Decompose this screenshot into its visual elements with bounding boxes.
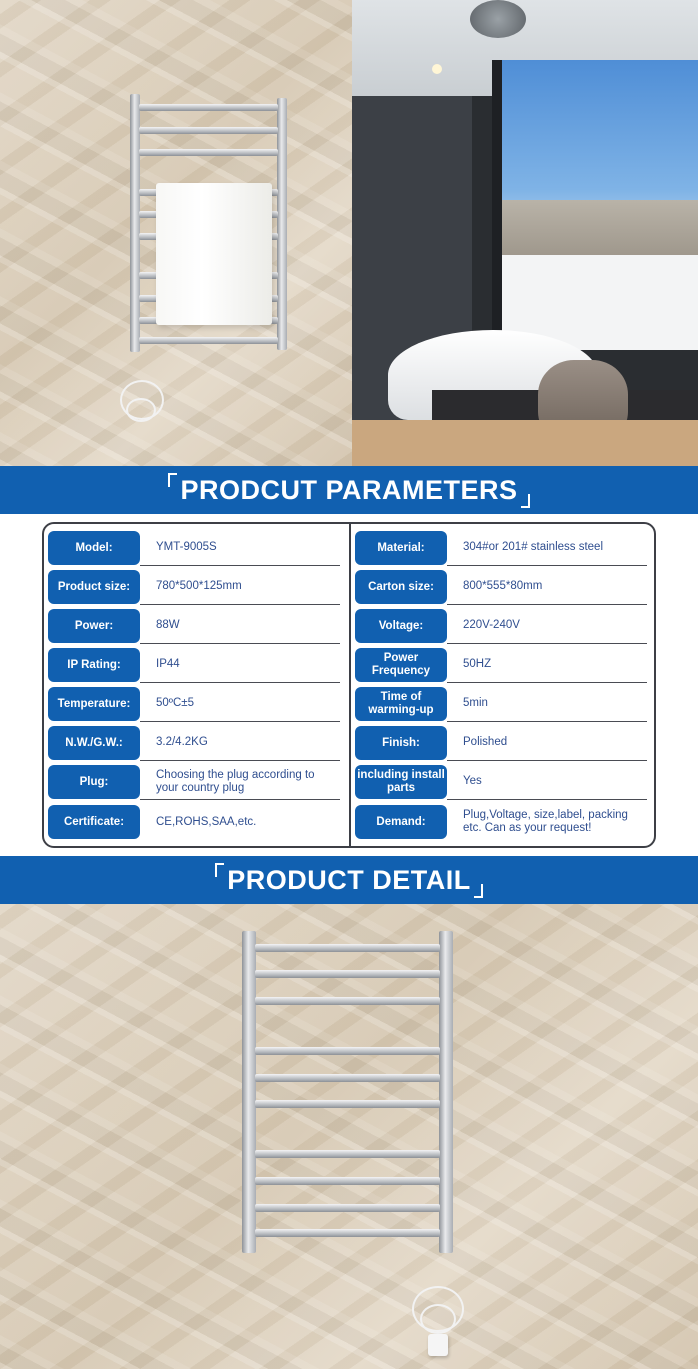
param-value: 88W bbox=[140, 608, 340, 644]
param-value: Choosing the plug according to your country plug bbox=[140, 764, 340, 800]
param-label: Plug: bbox=[48, 765, 140, 799]
param-row-weight bbox=[48, 725, 340, 761]
param-label: Temperature: bbox=[48, 687, 140, 721]
param-value: 304#or 201# stainless steel bbox=[447, 530, 647, 566]
parameters-table bbox=[42, 522, 656, 848]
param-row-temperature bbox=[48, 686, 340, 722]
param-row-voltage bbox=[355, 608, 647, 644]
param-label: N.W./G.W.: bbox=[48, 726, 140, 760]
parameters-title: PRODCUT PARAMETERS bbox=[180, 474, 518, 505]
param-row-carton-size bbox=[355, 569, 647, 605]
param-row-warming-time bbox=[355, 686, 647, 722]
param-label: Certificate: bbox=[48, 805, 140, 839]
param-label: including install parts bbox=[355, 765, 447, 799]
param-row-finish bbox=[355, 725, 647, 761]
param-value: Yes bbox=[447, 764, 647, 800]
param-row-product-size bbox=[48, 569, 340, 605]
bracket-right-icon bbox=[521, 494, 530, 508]
param-label: Time of warming-up bbox=[355, 687, 447, 721]
param-row-model bbox=[48, 530, 340, 566]
param-label: Product size: bbox=[48, 570, 140, 604]
param-value: IP44 bbox=[140, 647, 340, 683]
detail-title: PRODUCT DETAIL bbox=[227, 864, 471, 895]
param-row-ip-rating bbox=[48, 647, 340, 683]
param-row-power-frequency bbox=[355, 647, 647, 683]
param-value: CE,ROHS,SAA,etc. bbox=[156, 815, 257, 828]
param-row-plug bbox=[48, 764, 340, 800]
param-label: Finish: bbox=[355, 726, 447, 760]
param-value: Polished bbox=[447, 725, 647, 761]
param-value: 3.2/4.2KG bbox=[140, 725, 340, 761]
param-value: 50HZ bbox=[447, 647, 647, 683]
param-value: 50ºC±5 bbox=[140, 686, 340, 722]
detail-image bbox=[0, 904, 698, 1369]
bracket-left-icon bbox=[215, 863, 224, 877]
param-row-certificate bbox=[48, 804, 340, 840]
param-label: Model: bbox=[48, 531, 140, 565]
bracket-left-icon bbox=[168, 473, 177, 487]
param-value: 780*500*125mm bbox=[140, 569, 340, 605]
param-value: 800*555*80mm bbox=[447, 569, 647, 605]
param-label: Power: bbox=[48, 609, 140, 643]
param-label: Demand: bbox=[355, 805, 447, 839]
param-value: 220V-240V bbox=[447, 608, 647, 644]
bracket-right-icon bbox=[474, 884, 483, 898]
parameters-title-wrap bbox=[170, 475, 527, 506]
param-label: Material: bbox=[355, 531, 447, 565]
param-label: Carton size: bbox=[355, 570, 447, 604]
param-row-demand bbox=[355, 804, 647, 840]
param-value: 5min bbox=[447, 686, 647, 722]
param-value: Plug,Voltage, size,label, packing etc. Can as your request! bbox=[463, 809, 628, 834]
column-divider bbox=[349, 524, 351, 846]
param-label: Voltage: bbox=[355, 609, 447, 643]
param-label: IP Rating: bbox=[48, 648, 140, 682]
detail-banner bbox=[0, 856, 698, 904]
param-row-power bbox=[48, 608, 340, 644]
hero-image bbox=[0, 0, 698, 466]
param-label: Power Frequency bbox=[355, 648, 447, 682]
parameters-banner bbox=[0, 466, 698, 514]
bathroom-scene bbox=[352, 0, 698, 466]
param-value: YMT-9005S bbox=[140, 530, 340, 566]
detail-title-wrap bbox=[217, 865, 481, 896]
param-row-material bbox=[355, 530, 647, 566]
param-row-install-parts bbox=[355, 764, 647, 800]
